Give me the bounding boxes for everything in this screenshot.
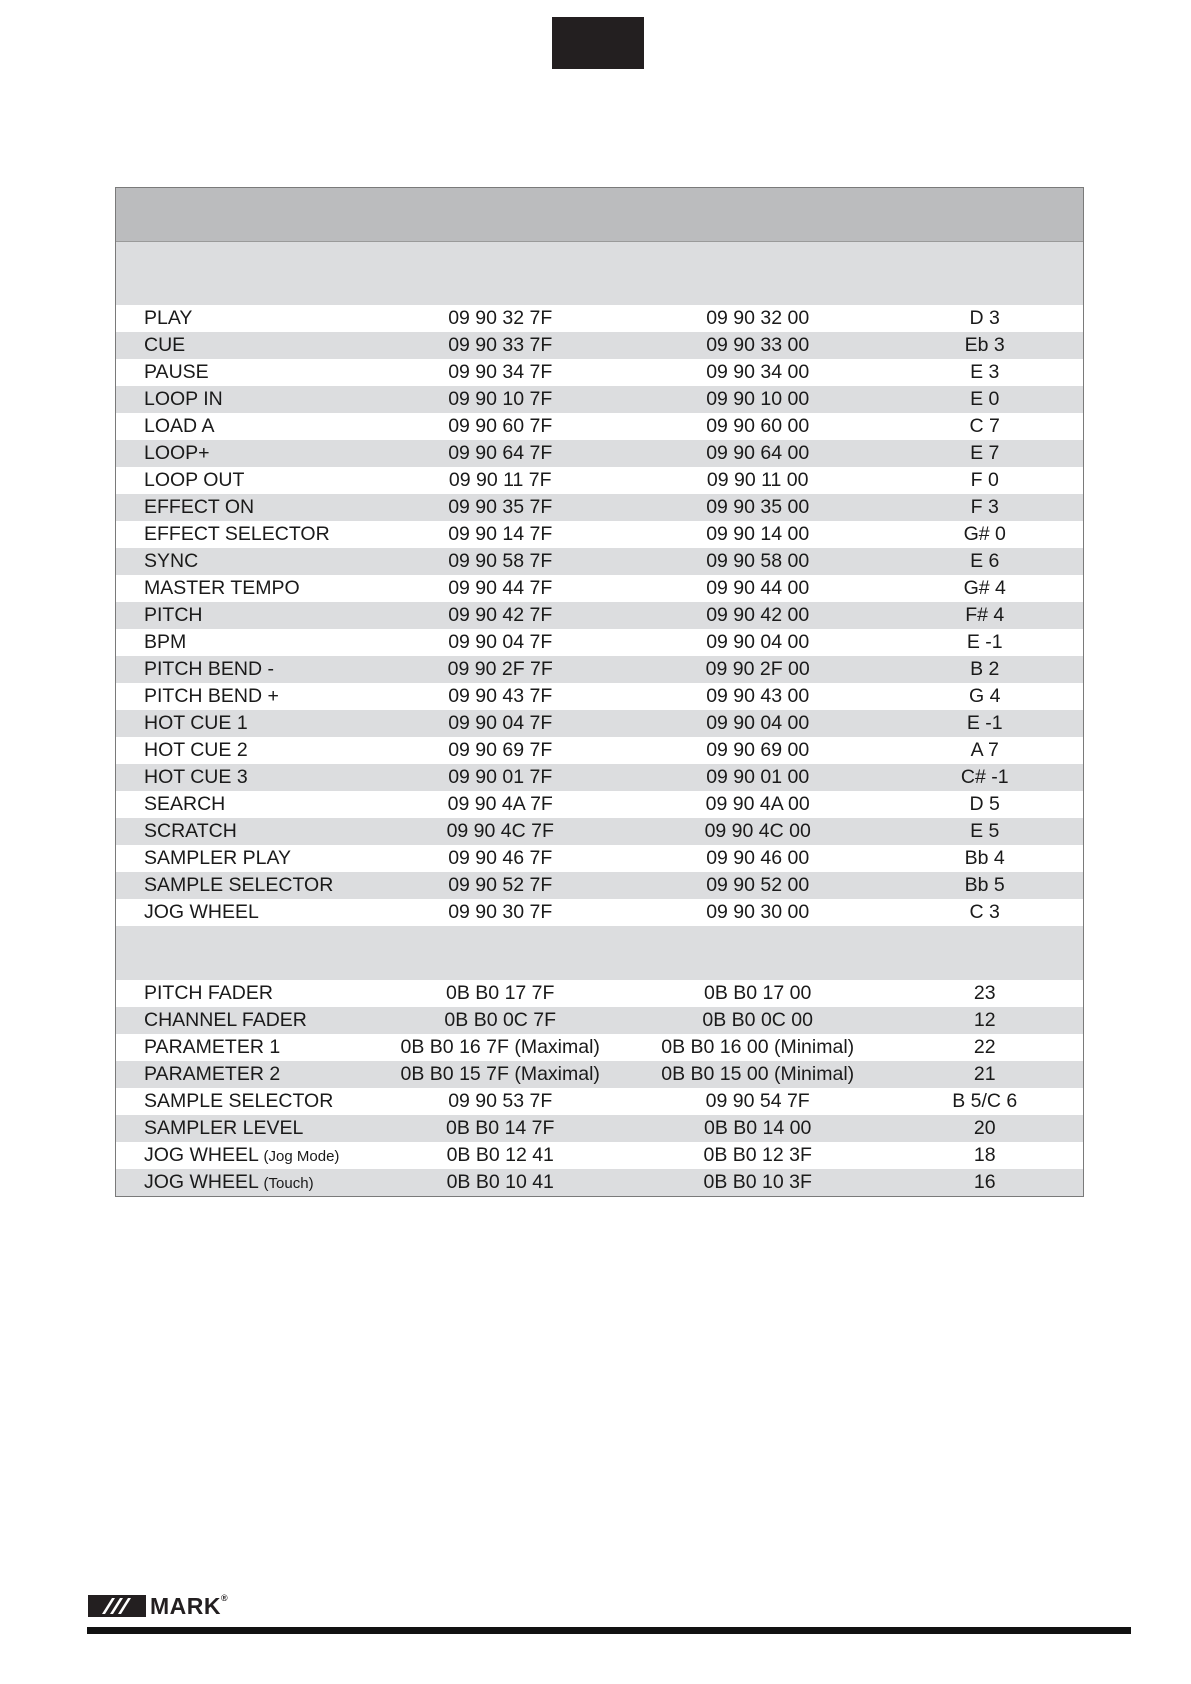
note-value-cell: 16 [973,1171,996,1193]
note-value-cell: A 7 [970,739,999,761]
note-value-cell: E -1 [966,712,1003,734]
message-off-cell: 09 90 69 00 [706,739,810,761]
message-on-cell: 09 90 32 7F [448,307,553,329]
message-on-cell: 0B B0 12 41 [446,1144,554,1166]
message-off-cell: 0B B0 16 00 (Minimal) [661,1036,855,1058]
message-on-cell: 09 90 04 7F [448,712,553,734]
note-value-cell: G# 0 [963,523,1006,545]
message-on-cell: 09 90 42 7F [448,604,553,626]
control-name: HOT CUE 1 [144,712,248,734]
control-mode-note: (Jog Mode) [263,1147,340,1165]
message-off-cell: 09 90 01 00 [706,766,810,788]
message-off-cell: 09 90 30 00 [706,901,810,923]
table-row [116,548,1083,575]
control-name: SCRATCH [144,820,237,842]
message-on-cell: 0B B0 0C 7F [444,1009,557,1031]
message-off-cell: 09 90 52 00 [706,874,810,896]
message-on-cell: 09 90 44 7F [448,577,553,599]
control-name: SYNC [144,550,199,572]
control-name-cell [116,1115,372,1142]
table-row [116,467,1083,494]
control-name: CUE [144,334,186,356]
control-name: LOOP+ [144,442,210,464]
message-on-cell: 09 90 4C 7F [446,820,554,842]
table-row [116,575,1083,602]
control-name: SAMPLE SELECTOR [144,874,334,896]
message-on-cell: 0B B0 14 7F [446,1117,555,1139]
control-name: PITCH BEND - [144,658,275,680]
mark-logo-icon [88,1595,146,1617]
note-value-cell: B 5/C 6 [952,1090,1018,1112]
table-row [116,683,1083,710]
control-name: PARAMETER 1 [144,1036,281,1058]
note-value-cell: D 5 [969,793,1000,815]
note-value-cell: 21 [973,1063,996,1085]
table-row [116,521,1083,548]
table-row [116,1115,1083,1142]
section-band-controls [116,926,1083,980]
table-row [116,629,1083,656]
control-name-cell [116,899,372,926]
message-off-cell: 09 90 43 00 [706,685,810,707]
note-value-cell: Bb 4 [964,847,1005,869]
control-name: CHANNEL FADER [144,1009,307,1031]
note-value-cell: D 3 [969,307,1000,329]
control-name: PLAY [144,307,193,329]
message-on-cell: 09 90 58 7F [448,550,553,572]
control-name: BPM [144,631,187,653]
message-on-cell: 09 90 10 7F [448,388,553,410]
message-on-cell: 09 90 34 7F [448,361,553,383]
note-value-cell: F 0 [970,469,999,491]
control-name: JOG WHEEL [144,901,259,923]
control-name-cell [116,359,372,386]
control-name: SAMPLE SELECTOR [144,1090,334,1112]
control-name-cell [116,332,372,359]
control-name-cell [116,737,372,764]
control-name-cell [116,521,372,548]
message-off-cell: 09 90 04 00 [706,712,810,734]
message-on-cell: 0B B0 16 7F (Maximal) [400,1036,600,1058]
message-on-cell: 0B B0 17 7F [446,982,555,1004]
message-on-cell: 09 90 14 7F [448,523,553,545]
note-value-cell: B 2 [970,658,1000,680]
table-row [116,845,1083,872]
message-on-cell: 09 90 69 7F [448,739,553,761]
message-off-cell: 09 90 42 00 [706,604,810,626]
message-on-cell: 09 90 04 7F [448,631,553,653]
footer-rule [87,1627,1131,1634]
control-name-cell [116,980,372,1007]
message-on-cell: 09 90 11 7F [448,469,552,491]
note-value-cell: G# 4 [963,577,1006,599]
control-name: LOOP IN [144,388,223,410]
note-value-cell: Eb 3 [964,334,1005,356]
control-name: LOAD A [144,415,215,437]
note-value-cell: E 0 [970,388,1000,410]
table-row [116,332,1083,359]
message-off-cell: 09 90 11 00 [706,469,809,491]
message-on-cell: 09 90 43 7F [448,685,553,707]
midi-mapping-table [115,187,1084,1197]
control-name-cell [116,467,372,494]
message-on-cell: 09 90 4A 7F [447,793,553,815]
note-value-cell: E 7 [970,442,1000,464]
table-row [116,791,1083,818]
note-value-cell: 22 [973,1036,996,1058]
message-on-cell: 0B B0 15 7F (Maximal) [400,1063,600,1085]
control-name-cell [116,818,372,845]
brand-name: MARK® [150,1592,229,1619]
control-name: EFFECT ON [144,496,255,518]
control-name-cell [116,872,372,899]
control-name: JOG WHEEL [144,1170,259,1193]
control-name-cell [116,1061,372,1088]
note-value-cell: 12 [973,1009,996,1031]
note-value-cell: E -1 [966,631,1003,653]
control-name: PITCH [144,604,203,626]
table-header-band [116,188,1083,242]
message-off-cell: 0B B0 12 3F [703,1144,812,1166]
note-value-cell: E 6 [970,550,1000,572]
message-on-cell: 09 90 35 7F [448,496,553,518]
message-on-cell: 09 90 52 7F [448,874,553,896]
control-name: PARAMETER 2 [144,1063,281,1085]
control-name-cell [116,629,372,656]
control-name-cell [116,1169,372,1197]
table-row [116,980,1083,1007]
section-band-notes [116,242,1083,305]
message-off-cell: 0B B0 15 00 (Minimal) [661,1063,855,1085]
page-tab-marker [552,17,644,69]
control-name: SEARCH [144,793,226,815]
control-name-cell [116,1034,372,1061]
message-off-cell: 09 90 46 00 [706,847,810,869]
table-row [116,872,1083,899]
table-row [116,359,1083,386]
message-on-cell: 09 90 64 7F [448,442,553,464]
message-on-cell: 09 90 01 7F [448,766,553,788]
control-name: JOG WHEEL [144,1143,259,1166]
control-name-cell [116,845,372,872]
control-name-cell [116,1142,372,1170]
note-value-cell: E 3 [970,361,1000,383]
table-row [116,818,1083,845]
table-row [116,710,1083,737]
note-value-cell: Bb 5 [964,874,1005,896]
message-off-cell: 09 90 34 00 [706,361,810,383]
control-name-cell [116,710,372,737]
message-off-cell: 09 90 04 00 [706,631,810,653]
control-name: MASTER TEMPO [144,577,300,599]
note-value-cell: C 7 [969,415,1000,437]
table-row [116,305,1083,332]
message-on-cell: 09 90 46 7F [448,847,553,869]
message-off-cell: 09 90 44 00 [706,577,810,599]
note-value-cell: G 4 [968,685,1001,707]
control-name: SAMPLER LEVEL [144,1117,304,1139]
table-row [116,1034,1083,1061]
message-on-cell: 09 90 60 7F [448,415,553,437]
message-off-cell: 09 90 4C 00 [704,820,811,842]
message-off-cell: 0B B0 14 00 [704,1117,812,1139]
message-off-cell: 0B B0 17 00 [704,982,812,1004]
message-off-cell: 09 90 2F 00 [705,658,810,680]
message-off-cell: 09 90 58 00 [706,550,810,572]
table-row [116,1169,1083,1196]
message-off-cell: 09 90 64 00 [706,442,810,464]
table-row [116,440,1083,467]
control-name-cell [116,791,372,818]
control-name-cell [116,305,372,332]
control-name: SAMPLER PLAY [144,847,292,869]
message-on-cell: 0B B0 10 41 [446,1171,554,1193]
control-name-cell [116,683,372,710]
control-name-cell [116,494,372,521]
message-on-cell: 09 90 30 7F [448,901,553,923]
message-off-cell: 09 90 10 00 [706,388,810,410]
control-name-cell [116,602,372,629]
message-off-cell: 09 90 32 00 [706,307,810,329]
note-value-cell: E 5 [970,820,1000,842]
control-name: PITCH BEND + [144,685,279,707]
table-row [116,386,1083,413]
note-value-cell: 18 [973,1144,996,1166]
control-name-cell [116,386,372,413]
message-off-cell: 09 90 35 00 [706,496,810,518]
control-name: HOT CUE 3 [144,766,248,788]
table-row [116,1142,1083,1169]
control-name-cell [116,656,372,683]
table-row [116,602,1083,629]
note-value-cell: C# -1 [960,766,1009,788]
control-mode-note: (Touch) [263,1174,314,1192]
message-on-cell: 09 90 2F 7F [447,658,553,680]
control-name-cell [116,1007,372,1034]
message-off-cell: 09 90 60 00 [706,415,810,437]
note-value-cell: F 3 [970,496,999,518]
message-off-cell: 09 90 54 7F [705,1090,810,1112]
message-off-cell: 0B B0 10 3F [703,1171,812,1193]
brand-logo [88,1594,228,1618]
table-row [116,764,1083,791]
control-name-cell [116,764,372,791]
notes-section [116,305,1083,926]
message-off-cell: 09 90 33 00 [706,334,810,356]
table-row [116,1007,1083,1034]
table-row [116,1061,1083,1088]
table-row [116,413,1083,440]
message-on-cell: 09 90 53 7F [448,1090,553,1112]
note-value-cell: 20 [973,1117,996,1139]
message-off-cell: 0B B0 0C 00 [702,1009,813,1031]
control-name: HOT CUE 2 [144,739,248,761]
note-value-cell: 23 [973,982,996,1004]
table-row [116,899,1083,926]
control-name-cell [116,548,372,575]
control-name-cell [116,413,372,440]
control-name-cell [116,1088,372,1115]
table-row [116,656,1083,683]
control-name-cell [116,440,372,467]
table-row [116,1088,1083,1115]
note-value-cell: C 3 [969,901,1000,923]
control-name: LOOP OUT [144,469,245,491]
message-off-cell: 09 90 14 00 [706,523,810,545]
controls-section [116,980,1083,1196]
note-value-cell: F# 4 [965,604,1005,626]
table-row [116,737,1083,764]
control-name: PITCH FADER [144,982,273,1004]
control-name: PAUSE [144,361,209,383]
control-name: EFFECT SELECTOR [144,523,330,545]
table-row [116,494,1083,521]
message-off-cell: 09 90 4A 00 [705,793,810,815]
message-on-cell: 09 90 33 7F [448,334,553,356]
control-name-cell [116,575,372,602]
